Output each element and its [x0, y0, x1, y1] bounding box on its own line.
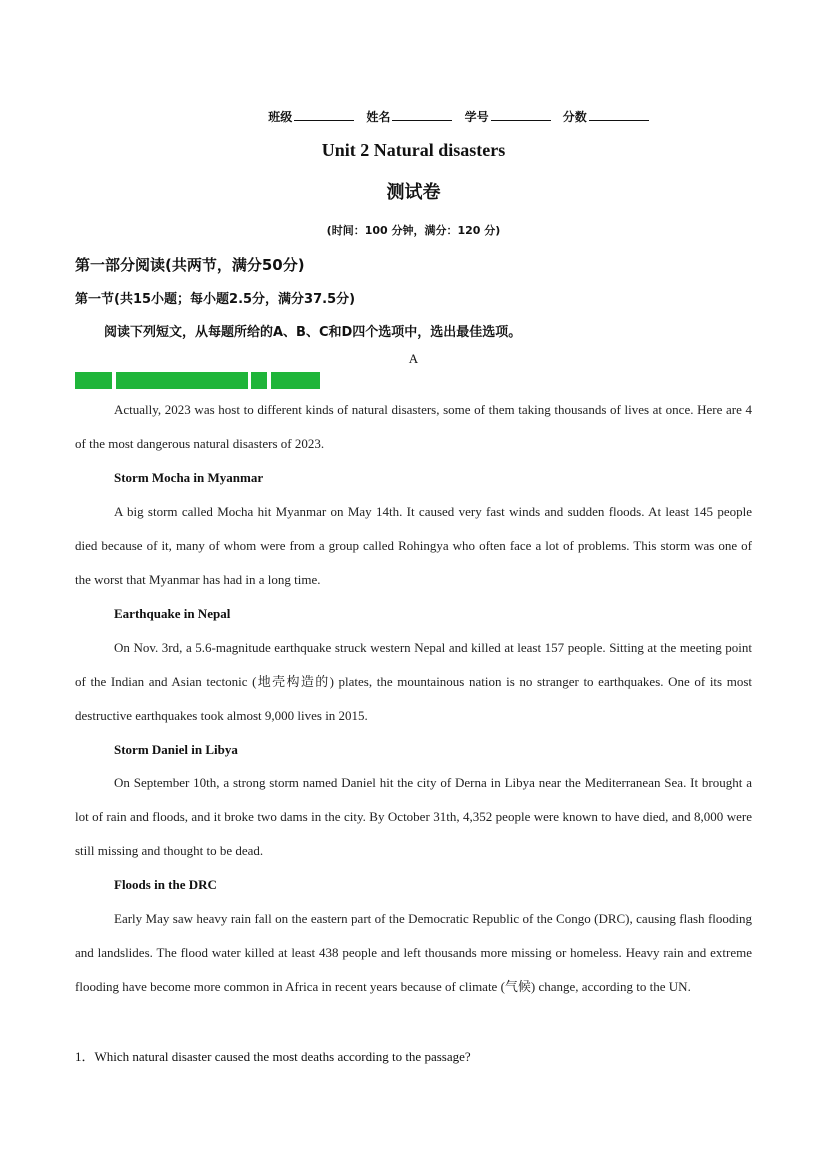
section-heading-libya: Storm Daniel in Libya — [114, 742, 238, 757]
test-subtitle: 测试卷 — [386, 182, 441, 203]
section-text-drc: Early May saw heavy rain fall on the eastern part of the Democratic Republic of the Congo (DRC), causing flash flooding and landslides. The flood water killed at least 438 people and left thousands more missing or homeless. Heavy rain and extreme flooding have become more common in Africa in recent years because of climate (气候) change, according to the UN. — [75, 911, 752, 994]
score-field: 分数 — [563, 108, 649, 125]
section-heading-nepal: Earthquake in Nepal — [114, 606, 231, 621]
class-field: 班级 — [268, 108, 354, 125]
student-info-line — [0, 108, 827, 125]
unit-title: Unit 2 Natural disasters — [321, 140, 506, 160]
id-blank[interactable] — [491, 108, 551, 121]
reading-instruction: 阅读下列短文，从每题所给的A、B、C和D四个选项中，选出最佳选项。 — [104, 325, 522, 340]
passage-intro: Actually, 2023 was host to different kinds of natural disasters, some of them taking thousands of lives at once. Here are 4 of the most dangerous natural disasters of 2023. — [75, 402, 752, 451]
section-heading-drc: Floods in the DRC — [114, 877, 217, 892]
highlight-bar — [75, 372, 112, 389]
question-1: 1．Which natural disaster caused the most deaths according to the passage? — [75, 1049, 471, 1064]
highlight-bar — [271, 372, 320, 389]
name-blank[interactable] — [392, 108, 452, 121]
section-text-mocha: A big storm called Mocha hit Myanmar on May 14th. It caused very fast winds and sudden floods. At least 145 people died because of it, many of whom were from a group called Rohingya who often face a lot of problems. This storm was one of the worst that Myanmar has had in a long time. — [75, 504, 752, 587]
section-text-nepal: On Nov. 3rd, a 5.6-magnitude earthquake struck western Nepal and killed at least 157 people. Sitting at the meeting point of the Indian and Asian tectonic (地壳构造的) plates, the mountainous nation is no stranger to earthquakes. One of its most destructive earthquakes took almost 9,000 lives in 2015. — [75, 640, 752, 723]
class-blank[interactable] — [294, 108, 354, 121]
passage-label: A — [408, 351, 419, 366]
score-blank[interactable] — [589, 108, 649, 121]
section-heading-mocha: Storm Mocha in Myanmar — [114, 470, 264, 485]
time-score-info: (时间：100 分钟，满分：120 分) — [326, 224, 501, 237]
section-one-title: 第一节(共15小题；每小题2.5分，满分37.5分) — [75, 292, 356, 307]
id-field: 学号 — [465, 108, 551, 125]
part-one-title: 第一部分阅读(共两节，满分50分) — [75, 256, 305, 274]
highlight-bar — [116, 372, 248, 389]
highlight-bar — [251, 372, 267, 389]
name-field: 姓名 — [366, 108, 452, 125]
section-text-libya: On September 10th, a strong storm named Daniel hit the city of Derna in Libya near the Mediterranean Sea. It brought a lot of rain and floods, and it broke two dams in the city. By October 31th, 4,352 people were known to have died, and 8,000 were still missing and thought to be dead. — [75, 775, 752, 858]
